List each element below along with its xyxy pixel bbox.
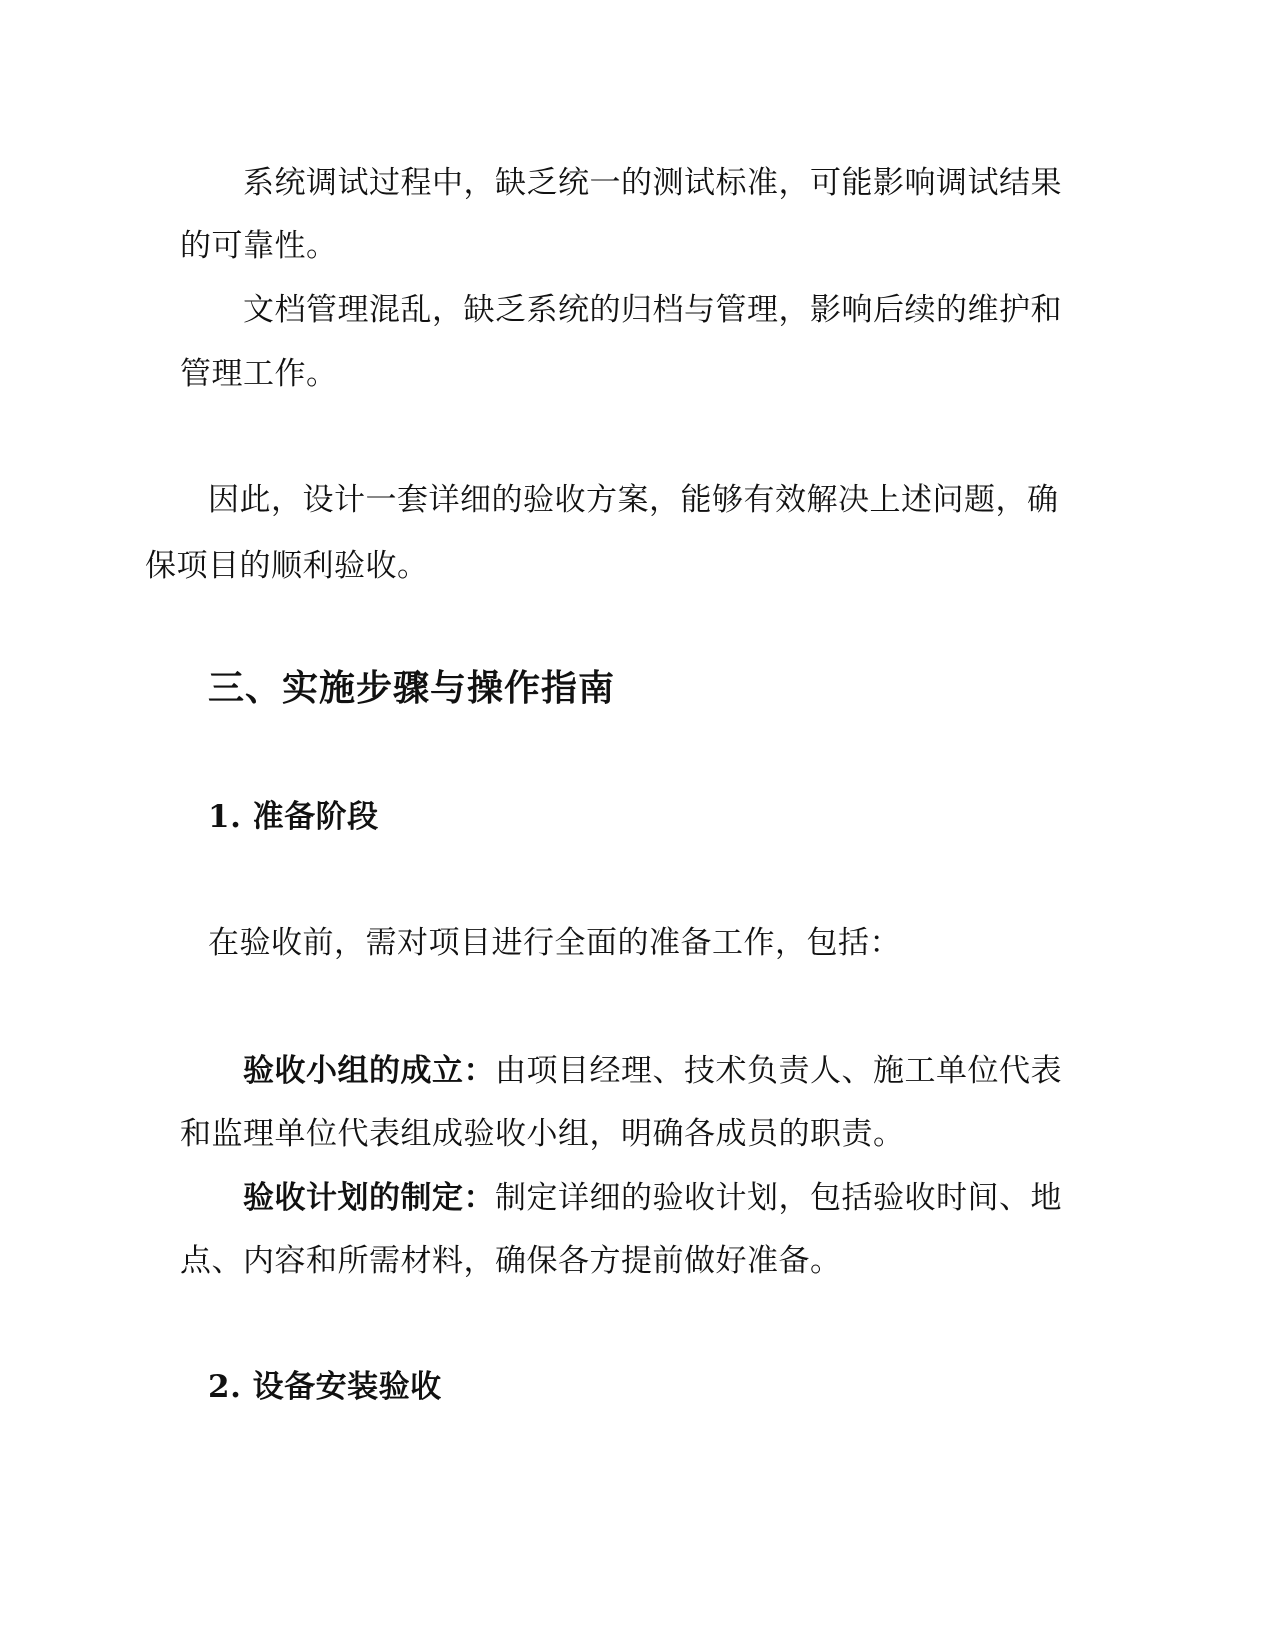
paragraph-line: 文档管理混乱，缺乏系统的归档与管理，影响后续的维护和 <box>243 292 1062 328</box>
item-label: 验收计划的制定： <box>243 1180 495 1216</box>
paragraph-line: 系统调试过程中，缺乏统一的测试标准，可能影响调试结果 <box>243 165 1062 201</box>
paragraph-line: 因此，设计一套详细的验收方案，能够有效解决上述问题，确 <box>208 482 1059 518</box>
paragraph-line: 保项目的顺利验收。 <box>145 548 429 584</box>
paragraph-line: 和监理单位代表组成验收小组，明确各成员的职责。 <box>180 1116 905 1152</box>
item-text: 制定详细的验收计划，包括验收时间、地 <box>495 1180 1062 1216</box>
paragraph-line: 的可靠性。 <box>180 228 338 264</box>
subsection-heading: 1. 准备阶段 <box>208 799 379 835</box>
section-heading: 三、实施步骤与操作指南 <box>208 667 616 709</box>
list-item <box>243 1178 1062 1218</box>
list-item <box>243 1051 1062 1091</box>
paragraph-line: 管理工作。 <box>180 356 338 392</box>
item-text: 由项目经理、技术负责人、施工单位代表 <box>495 1053 1062 1089</box>
item-label: 验收小组的成立： <box>243 1053 495 1089</box>
subsection-heading: 2. 设备安装验收 <box>208 1369 442 1405</box>
paragraph-line: 在验收前，需对项目进行全面的准备工作，包括： <box>208 925 901 961</box>
paragraph-line: 点、内容和所需材料，确保各方提前做好准备。 <box>180 1243 842 1279</box>
